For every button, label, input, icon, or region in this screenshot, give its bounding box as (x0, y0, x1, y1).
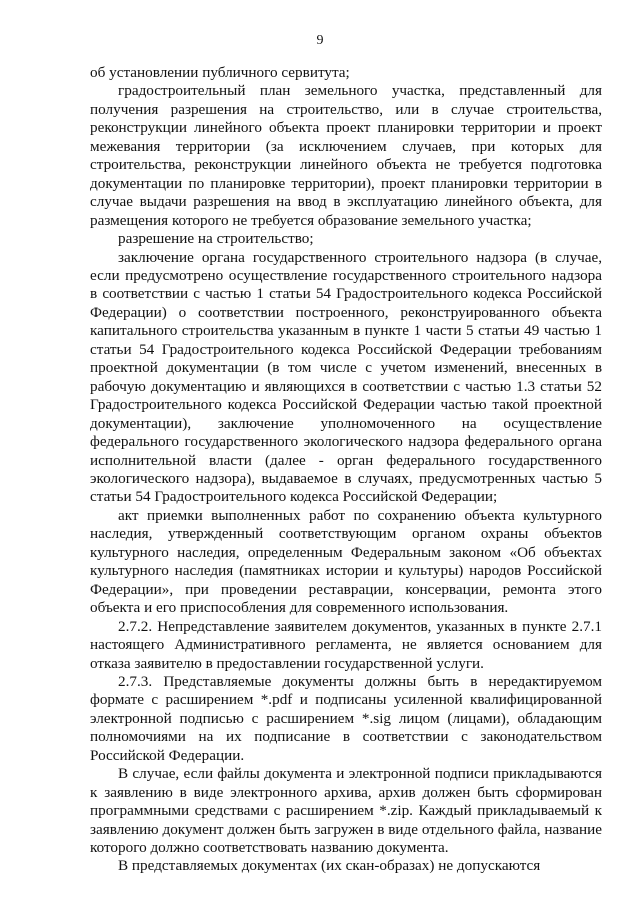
document-body (90, 64, 602, 876)
paragraph-building-permit: разрешение на строительство; (118, 230, 314, 248)
paragraph-2-7-2: 2.7.2. Непредставление заявителем документов, указанных в пункте 2.7.1 настоящего Административного регламента, не является основанием для отказа заявителю в предоставлении государственной услуги. (90, 617, 602, 672)
paragraph-zip-archive: В случае, если файлы документа и электронной подписи прикладываются к заявлению в виде электронного архива, архив должен быть сформирован программными средствами с расширением *.zip. Каждый прикладываемый к заявлению документ должен быть загружен в виде отдельного файла, название которого должно соответствовать названию документа. (90, 765, 602, 857)
page-number: 9 (316, 33, 324, 48)
paragraph-continuation: об установлении публичного сервитута; (90, 64, 350, 81)
paragraph-urban-plan: градостроительный план земельного участка, представленный для получения разрешения на строительство, или в случае строительства, реконструкции линейного объекта проект планировки территории и проект межевания территории (за исключением случаев, при которых для строительства, реконструкции линейного объекта не требуется подготовка документации по планировке территории), проект планировки территории в случае выдачи разрешения на ввод в эксплуатацию линейного объекта, для размещения которого не требуется образование земельного участка; (90, 82, 602, 229)
paragraph-2-7-3: 2.7.3. Представляемые документы должны быть в нередактируемом формате с расширением *.pdf и подписаны усиленной квалифицированной электронной подписью с расширением *.sig лицом (лицами), обладающим полномочиями на их подписание в соответствии с законодательством Российской Федерации. (90, 672, 602, 764)
paragraph-supervision-conclusion: заключение органа государственного строительного надзора (в случае, если предусмотрено осуществление государственного строительного надзора в соответствии с частью 1 статьи 54 Градостроительного кодекса Российской Федерации) о соответствии построенного, реконструированного объекта капитального строительства указанным в пункте 1 части 5 статьи 49 частью 1 статьи 54 Градостроительного кодекса Российской Федерации требованиям проектной документации (в том числе с учетом изменений, внесенных в рабочую документацию и являющихся в соответствии с частью 1.3 статьи 52 Градостроительного кодекса Российской Федерации частью такой проектной документации), заключение уполномоченного на осуществление федерального государственного экологического надзора федерального органа исполнительной власти (далее - орган федерального государственного экологического надзора), выдаваемое в случаях, предусмотренных частью 5 статьи 54 Градостроительного кодекса Российской Федерации; (90, 248, 602, 506)
paragraph-heritage-act: акт приемки выполненных работ по сохранению объекта культурного наследия, утвержденный соответствующим органом охраны объектов культурного наследия, определенным Федеральным законом «Об объектах культурного наследия (памятниках истории и культуры) народов Российской Федерации», при проведении реставрации, консервации, ремонта этого объекта и его приспособления для современного использования. (90, 506, 602, 617)
paragraph-scan-images: В представляемых документах (их скан-образах) не допускаются (118, 857, 541, 875)
